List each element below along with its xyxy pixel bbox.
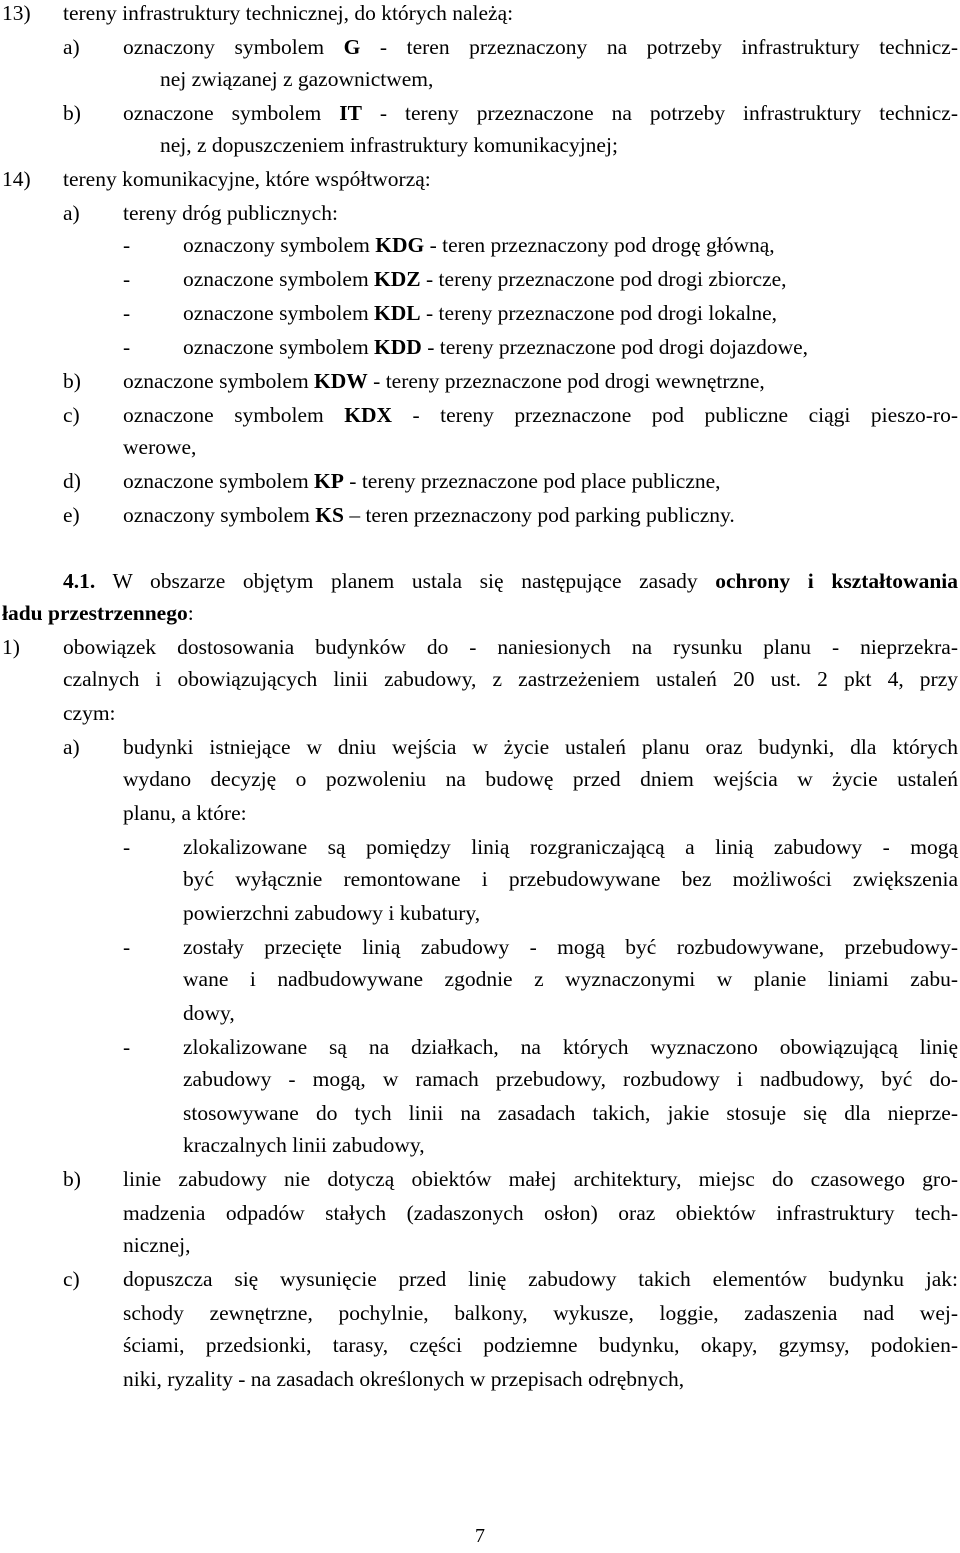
symbol-code: KDG: [375, 233, 425, 257]
list-item-text: tereny komunikacyjne, które współtworzą:: [63, 167, 431, 191]
list-marker: b): [63, 101, 81, 125]
dash-item: dowy,: [183, 1001, 235, 1025]
section-intro: 4.1. W obszarze objętym planem ustala się następujące zasady ochrony i kształtowania: [63, 569, 958, 593]
dash-item: oznaczone symbolem KDD - tereny przeznaczone pod drogi dojazdowe,: [183, 335, 809, 359]
list-item-text: oznaczone symbolem KDW - tereny przeznaczone pod drogi wewnętrzne,: [123, 369, 765, 393]
dash-marker: -: [123, 301, 131, 325]
symbol-code: IT: [339, 101, 362, 125]
list-marker: c): [63, 1267, 80, 1291]
list-number: 14): [2, 167, 31, 191]
list-marker: a): [63, 735, 80, 759]
list-marker: b): [63, 369, 81, 393]
symbol-code: G: [343, 35, 361, 59]
list-item-text: oznaczone symbolem IT - tereny przeznaczone na potrzeby infrastruktury technicz-: [123, 101, 958, 125]
list-item-text: niki, ryzality - na zasadach określonych w przepisach odrębnych,: [123, 1367, 685, 1391]
section-intro-continuation: ładu przestrzennego:: [2, 601, 194, 625]
symbol-code: KDX: [344, 403, 393, 427]
dash-marker: -: [123, 1035, 131, 1059]
dash-marker: -: [123, 233, 131, 257]
list-item-text: linie zabudowy nie dotyczą obiektów małej architektury, miejsc do czasowego gro-: [123, 1167, 958, 1191]
symbol-code: KDL: [374, 301, 421, 325]
section-topic: ochrony i kształtowania: [715, 569, 958, 593]
dash-item: być wyłącznie remontowane i przebudowywane bez możliwości zwiększenia: [183, 867, 958, 891]
list-item-text: tereny infrastruktury technicznej, do których należą:: [63, 1, 514, 25]
list-item-continuation: nej związanej z gazownictwem,: [160, 67, 434, 91]
dash-item: wane i nadbudowywane zgodnie z wyznaczonymi w planie liniami zabu-: [183, 967, 958, 991]
list-marker: a): [63, 201, 80, 225]
page-number: 7: [475, 1525, 485, 1547]
list-item-text: wydano decyzję o pozwoleniu na budowę przed dniem wejścia w życie ustaleń: [123, 767, 958, 791]
list-item-text: czalnych i obowiązujących linii zabudowy, z zastrzeżeniem ustaleń 20 ust. 2 pkt 4, przy: [63, 667, 958, 691]
list-marker: a): [63, 35, 80, 59]
list-item-text: dopuszcza się wysunięcie przed linię zabudowy takich elementów budynku jak:: [123, 1267, 958, 1291]
list-number: 13): [2, 1, 31, 25]
dash-item: zlokalizowane są pomiędzy linią rozgraniczającą a linią zabudowy - mogą: [183, 835, 958, 859]
list-item-text: ściami, przedsionki, tarasy, części podziemne budynku, okapy, gzymsy, podokien-: [123, 1333, 958, 1357]
list-item-text: budynki istniejące w dniu wejścia w życie ustaleń planu oraz budynki, dla których: [123, 735, 958, 759]
list-item-text: czym:: [63, 701, 116, 725]
list-item-continuation: nej, z dopuszczeniem infrastruktury komunikacyjnej;: [160, 133, 618, 157]
list-item-text: obowiązek dostosowania budynków do - naniesionych na rysunku planu - nieprzekra-: [63, 635, 958, 659]
list-item-text: schody zewnętrzne, pochylnie, balkony, wykusze, loggie, zadaszenia nad wej-: [123, 1301, 958, 1325]
list-item-text: nicznej,: [123, 1233, 191, 1257]
dash-item: powierzchni zabudowy i kubatury,: [183, 901, 481, 925]
symbol-code: KS: [315, 503, 344, 527]
list-item-continuation: werowe,: [123, 435, 197, 459]
list-item-text: madzenia odpadów stałych (zadaszonych osłon) oraz obiektów infrastruktury tech-: [123, 1201, 958, 1225]
dash-item: zabudowy - mogą, w ramach przebudowy, rozbudowy i nadbudowy, być do-: [183, 1067, 958, 1091]
dash-item: stosowywane do tych linii na zasadach takich, jakie stosuje się dla nieprze-: [183, 1101, 958, 1125]
symbol-code: KDZ: [374, 267, 421, 291]
list-item-text: oznaczony symbolem KS – teren przeznaczony pod parking publiczny.: [123, 503, 735, 527]
dash-marker: -: [123, 335, 131, 359]
dash-item: oznaczone symbolem KDZ - tereny przeznaczone pod drogi zbiorcze,: [183, 267, 787, 291]
list-item-text: oznaczony symbolem G - teren przeznaczony na potrzeby infrastruktury technicz-: [123, 35, 958, 59]
dash-item: oznaczony symbolem KDG - teren przeznaczony pod drogę główną,: [183, 233, 775, 257]
dash-marker: -: [123, 835, 131, 859]
list-item-text: oznaczone symbolem KP - tereny przeznaczone pod place publiczne,: [123, 469, 721, 493]
list-item-text: planu, a które:: [123, 801, 247, 825]
dash-item: zostały przecięte linią zabudowy - mogą być rozbudowywane, przebudowy-: [183, 935, 958, 959]
list-marker: e): [63, 503, 80, 527]
symbol-code: KP: [314, 469, 344, 493]
list-marker: c): [63, 403, 80, 427]
symbol-code: KDW: [314, 369, 368, 393]
list-marker: b): [63, 1167, 81, 1191]
list-marker: d): [63, 469, 81, 493]
dash-item: kraczalnych linii zabudowy,: [183, 1133, 425, 1157]
list-item-text: tereny dróg publicznych:: [123, 201, 338, 225]
dash-marker: -: [123, 935, 131, 959]
section-number: 4.1.: [63, 569, 96, 593]
dash-item: zlokalizowane są na działkach, na których wyznaczono obowiązującą linię: [183, 1035, 958, 1059]
list-number: 1): [2, 635, 20, 659]
dash-item: oznaczone symbolem KDL - tereny przeznaczone pod drogi lokalne,: [183, 301, 778, 325]
symbol-code: KDD: [374, 335, 422, 359]
dash-marker: -: [123, 267, 131, 291]
list-item-text: oznaczone symbolem KDX - tereny przeznaczone pod publiczne ciągi pieszo-ro-: [123, 403, 958, 427]
